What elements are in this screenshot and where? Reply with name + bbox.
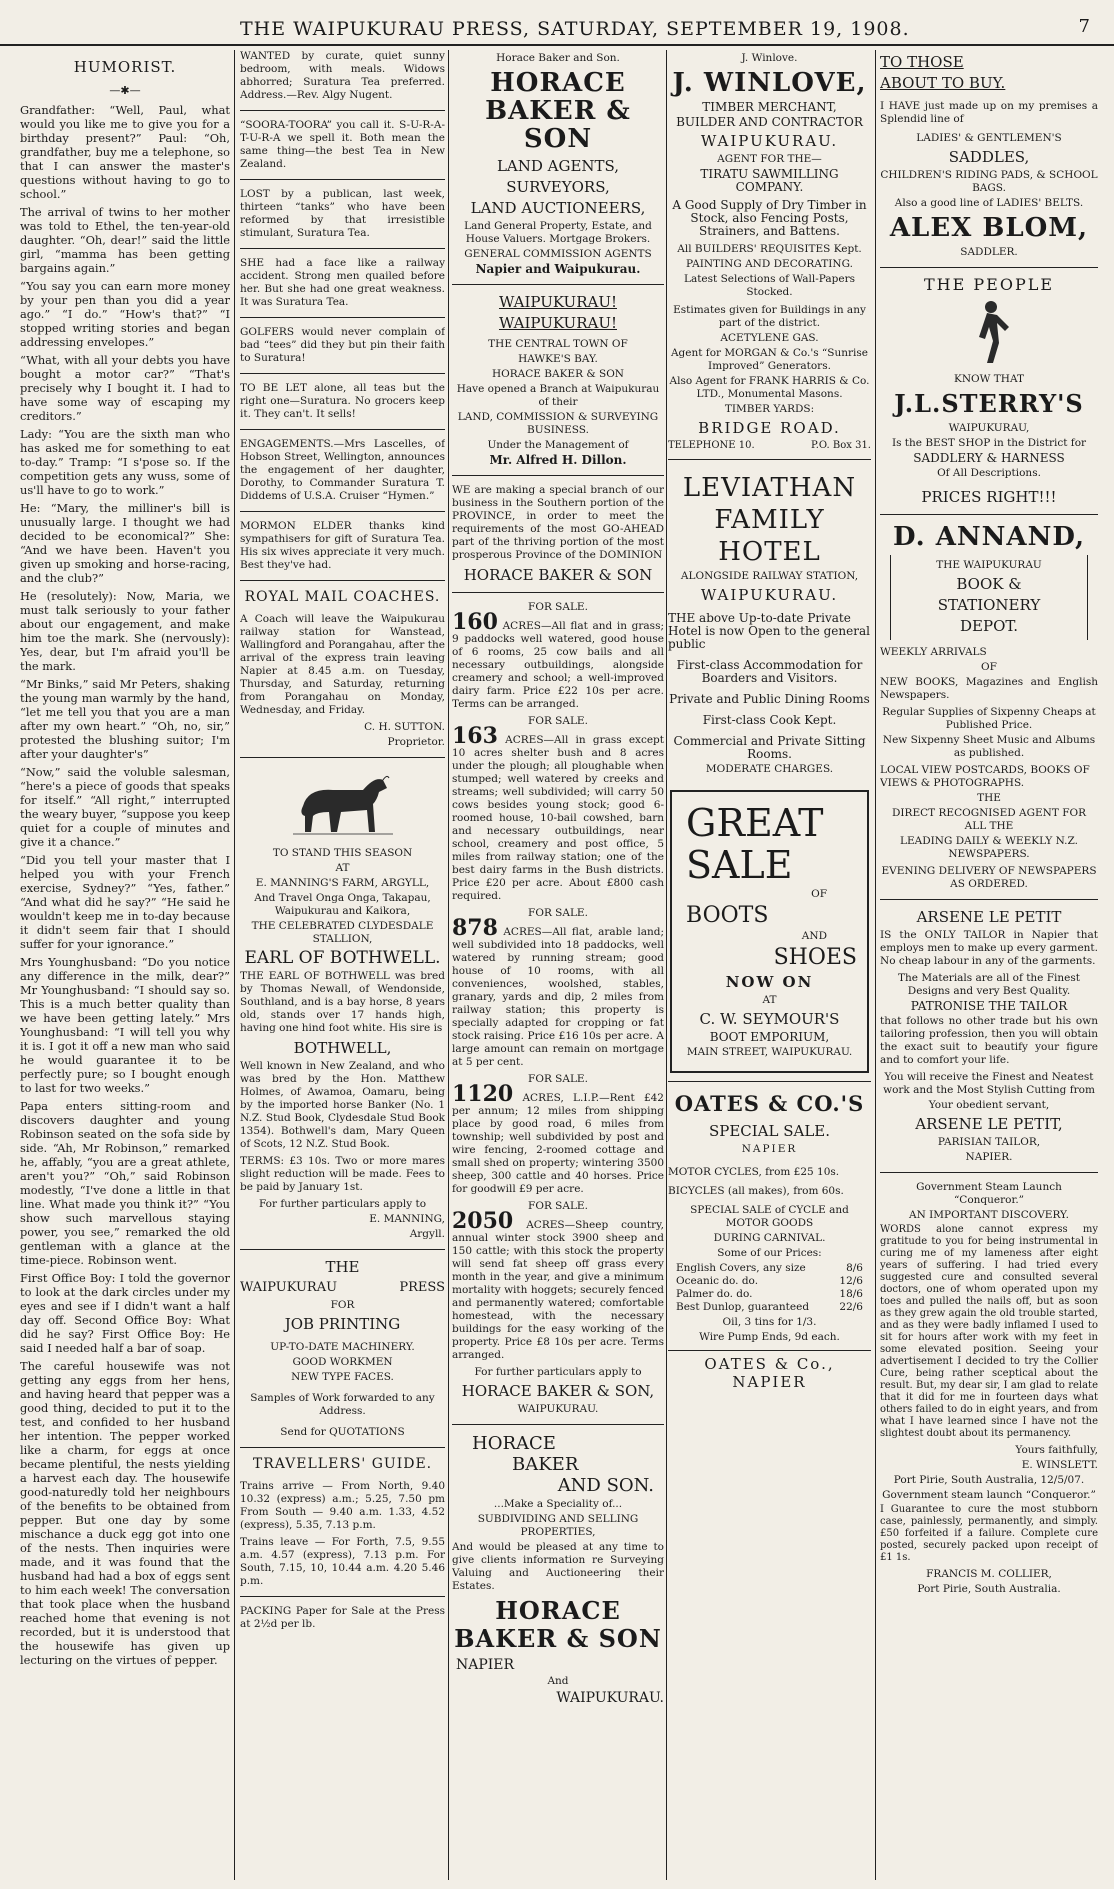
sterry-harness: SADDLERY & HARNESS [913, 451, 1065, 465]
price-value: 12/6 [839, 1275, 863, 1287]
joke: The arrival of twins to her mother was told to Ethel, the ten-year-old daughter. “Oh, dear!” said the little girl, “mamma has been getting bargains again.” [20, 205, 230, 275]
oates-wire: Wire Pump Ends, 9d each. [699, 1331, 840, 1343]
testimonial-sign: E. WINSLETT. [1021, 1459, 1098, 1471]
small-ad: “SOORA-TOORA” you call it. S-U-R-A-T-U-R-A we spell it. Both mean the same thing—the best Tea in New Zealand. [240, 119, 445, 170]
winlove-agent3: Also Agent for FRANK HARRIS & Co. LTD., Monumental Masons. [669, 375, 870, 400]
hb-opened: Have opened a Branch at Waipukurau of their [456, 383, 660, 408]
hb-l3: LAND AUCTIONEERS, [470, 199, 646, 217]
hb-further: For further particulars apply to [474, 1366, 642, 1378]
printing-title-row [240, 1280, 445, 1295]
small-ad: LOST by a publican, last week, thirteen “tanks” who have been reformed by that irresistible stimulant, Suratura Tea. [240, 188, 445, 239]
hb-forsale: FOR SALE. [528, 601, 588, 613]
winlove-paint: PAINTING AND DECORATING. [686, 258, 853, 270]
price-list [668, 1262, 871, 1314]
oates-name: OATES & CO.'S [674, 1091, 865, 1116]
collier-place: Port Pirie, South Australia. [917, 1583, 1061, 1595]
winlove-l2: BUILDER AND CONTRACTOR [676, 115, 863, 129]
printing-l3: NEW TYPE FACES. [291, 1371, 394, 1383]
buy-ladies: LADIES' & GENTLEMEN'S [916, 132, 1062, 144]
collier-name: FRANCIS M. COLLIER, [926, 1568, 1052, 1580]
hb-forsale: FOR SALE. [528, 907, 588, 919]
price-row [676, 1275, 863, 1288]
joke: He: “Mary, the milliner's bill is unusually large. I thought we had decided to be economical?” She: “And we have been. Haven't you given up smoking and horse-racing, and the club?” [20, 501, 230, 585]
hb-l4: Land General Property, Estate, and House Valuers. Mortgage Brokers. [464, 220, 652, 245]
printing-left: WAIPUKURAU [240, 1280, 338, 1295]
stallion-sire: BOTHWELL, [293, 1039, 392, 1057]
stallion-apply: For further particulars apply to [258, 1198, 427, 1210]
price-item: Oceanic do. do. [676, 1275, 759, 1287]
packing-ad: PACKING Paper for Sale at the Press at 2½d per lb. [240, 1605, 445, 1630]
tailor-intro: IS the ONLY TAILOR in Napier that employs men to make up every garment. No cheap labour in any of the garments. [880, 929, 1098, 967]
hb-n2: And [547, 1675, 569, 1687]
stallion-body2: Well known in New Zealand, and who was bred by the Hon. Matthew Holmes, of Awamoa, Oamaru, being by the imported horse Banker (No. 1 N.Z. Stud Book, Clydesdale Stud Book 1354). Bothwell's dam, Mary Queen of Scots, 12 N.Z. Stud Book. [240, 1060, 445, 1150]
hb-town1: THE CENTRAL TOWN OF [488, 338, 628, 350]
hb-l1: LAND AGENTS, [496, 157, 620, 175]
hb-top: Horace Baker and Son. [496, 52, 620, 64]
sale-listing [452, 723, 664, 903]
coaches-role: Proprietor. [387, 736, 445, 748]
sale-listing [452, 915, 664, 1069]
horse-illustration [240, 766, 445, 845]
hotel-sitting: Commercial and Private Sitting Rooms. [673, 734, 866, 761]
winlove-l1: TIMBER MERCHANT, [702, 100, 837, 114]
discovery-title: AN IMPORTANT DISCOVERY. [909, 1209, 1069, 1221]
tailor-parisian: PARISIAN TAILOR, [937, 1136, 1041, 1148]
hotel-charges: MODERATE CHARGES. [705, 763, 834, 775]
winlove-tel: TELEPHONE 10. [668, 440, 755, 451]
winlove-mill: TIRATU SAWMILLING COMPANY. [700, 167, 839, 194]
launch-title: Government Steam Launch “Conqueror.” [916, 1181, 1062, 1206]
buy-pads: CHILDREN'S RIDING PADS, & SCHOOL BAGS. [880, 169, 1098, 194]
joke: First Office Boy: I told the governor to look at the dark circles under my eyes and see if I didn't want a half day off. Second Office Boy: What did he say? First Office Boy: He said I needed half a bar of soap. [20, 1271, 230, 1355]
people-heading: THE PEOPLE [923, 275, 1055, 294]
tailor-servant: Your obedient servant, [928, 1099, 1050, 1111]
winlove-name: J. WINLOVE, [672, 68, 867, 98]
hb-pleased: And would be pleased at any time to give clients information re Surveying Valuing and Auctioneering their Estates. [452, 1541, 664, 1592]
tailor-materials: The Materials are all of the Finest Designs and very Best Quality. [898, 972, 1080, 997]
buy-belts: Also a good line of LADIES' BELTS. [894, 197, 1084, 209]
column-rule [875, 50, 876, 1880]
winlove-latest: Latest Selections of Wall-Papers Stocked. [683, 273, 855, 298]
guarantee-text: I Guarantee to cure the most stubborn case, painlessly, permanently, and simply. £50 forfeited if a failure. Complete cure posted, securely packed upon receipt of £1 1s. [880, 1504, 1098, 1563]
hb-n1: NAPIER [456, 1657, 515, 1673]
printing-l4: Samples of Work forwarded to any Address. [250, 1392, 435, 1417]
annand-regular: Regular Supplies of Sixpenny Cheaps at Published Price. [882, 706, 1096, 731]
joke: Papa enters sitting-room and discovers daughter and young Robinson seated on the sofa side by side. “Ah, Mr Robinson,” remarked he, affably, “you are a great athlete, aren't you?” “Oh,” said Robinson modestly, “I've done a little in that line. What made you think it?” “You show such marvellous staying power, you see,” remarked the old gentleman with a glance at the time-piece. Robinson went. [20, 1099, 230, 1267]
hb-firm2: HORACE BAKER & SON [463, 566, 653, 584]
tailor-follows: that follows no other trade but his own tailoring profession, then you will obtain the exact suit to beautify your figure and to comfort your life. [880, 1015, 1098, 1066]
hb-bottom: HORACE BAKER & SON [454, 1596, 662, 1653]
small-ad: TO BE LET alone, all teas but the right one—Suratura. No grocers keep it. They can't. It sells! [240, 382, 445, 420]
hb-mgr: Mr. Alfred H. Dillon. [489, 453, 627, 467]
winlove-yards: TIMBER YARDS: [724, 403, 815, 415]
annand-evening: EVENING DELIVERY OF NEWSPAPERS AS ORDERED. [881, 865, 1097, 890]
price-row [676, 1301, 863, 1314]
sale-acres: 2050 [452, 1208, 514, 1234]
printing-l5: Send for QUOTATIONS [280, 1426, 405, 1438]
hb-l6: Napier and Waipukurau. [475, 262, 641, 276]
hb-forsale: FOR SALE. [528, 1200, 588, 1212]
buy-have: I HAVE just made up on my premises a Splendid line of [880, 100, 1098, 125]
price-item: English Covers, any size [676, 1262, 806, 1274]
annand-new: New Sixpenny Sheet Music and Albums as published. [882, 734, 1096, 759]
hb-n3: WAIPUKURAU. [556, 1690, 664, 1706]
hb-w2: WAIPUKURAU! [498, 314, 617, 332]
oates-footer: OATES & Co., NAPIER [668, 1350, 871, 1391]
hb-business: LAND, COMMISSION & SURVEYING BUSINESS. [457, 411, 659, 436]
annand-stat: STATIONERY [937, 596, 1041, 614]
hotel-rooms: Private and Public Dining Rooms [669, 692, 870, 706]
sale-at: AT [762, 994, 777, 1006]
hb-place: WAIPUKURAU. [517, 1403, 599, 1415]
masthead: THE WAIPUKURAU PRESS, SATURDAY, SEPTEMBER 19, 1908. [240, 18, 910, 40]
hb-forsale: FOR SALE. [528, 715, 588, 727]
blom-name: ALEX BLOM, [889, 213, 1089, 243]
annand-direct: DIRECT RECOGNISED AGENT FOR ALL THE [891, 807, 1087, 832]
hotel-station: ALONGSIDE RAILWAY STATION, [680, 570, 859, 582]
page-number: 7 [1078, 16, 1090, 37]
annand-box [890, 555, 1088, 640]
people-know: KNOW THAT [954, 373, 1024, 385]
sale-text: ACRES—All flat and in grass; 9 paddocks well watered, good house of 6 rooms, 25 cow bails and all necessary outbuildings, alongside creamery and school; a well-improved dairy farm. Price £22 10s per acre. Terms can be arranged. [452, 620, 664, 710]
oates-bicycles: BICYCLES (all makes), from 60s. [668, 1185, 844, 1197]
oates-special: SPECIAL SALE. [708, 1122, 831, 1140]
sale-boots: BOOTS [686, 903, 769, 928]
joke: Lady: “You are the sixth man who has asked me for something to eat to-day.” Tramp: “I s'pose so. If the competition gets any wuss, some of us'll have to go to work.” [20, 427, 230, 497]
sale-acres: 160 [452, 609, 498, 635]
price-value: 22/6 [839, 1301, 863, 1313]
printing-l2: GOOD WORKMEN [292, 1356, 393, 1368]
hb-word3: AND SON. [557, 1475, 654, 1496]
sale-acres: 163 [452, 723, 498, 749]
testimonial-place: Port Pirie, South Australia, 12/5/07. [893, 1474, 1085, 1486]
printing-for: FOR [330, 1299, 355, 1311]
winlove-gas: ACETYLENE GAS. [720, 332, 819, 344]
travel-title: TRAVELLERS' GUIDE. [252, 1456, 433, 1472]
tailor-receive: You will receive the Finest and Neatest work and the Most Stylish Cutting from [883, 1071, 1095, 1096]
hb-town2: HAWKE'S BAY. [518, 353, 598, 365]
hb-firm3: HORACE BAKER & SON, [461, 1382, 655, 1400]
column-rule [234, 50, 235, 1880]
tailor-sign: ARSENE LE PETIT, [915, 1115, 1063, 1133]
small-ad: MORMON ELDER thanks kind sympathisers for gift of Suratura Tea. His six wives appreciate it very much. Best they've had. [240, 520, 445, 571]
joke: “What, with all your debts you have bought a motor car?” “That's precisely why I bought it. I had to have some way of escaping my creditors.” [20, 353, 230, 423]
sale-listing [452, 609, 664, 711]
sale-text: ACRES, L.I.P.—Rent £42 per annum; 12 miles from shipping place by good road, 6 miles from township; well subdivided by post and wire fencing, 2-roomed cottage and small shed on property; wintering 3500 sheep, 300 cattle and 40 horses. Price for goodwill £9 per acre. [452, 1092, 664, 1195]
stallion-l2: AT [335, 862, 350, 874]
oates-carnival: DURING CARNIVAL. [713, 1232, 826, 1244]
newspaper-header [0, 0, 1114, 46]
stallion-l1: TO STAND THIS SEASON [272, 847, 413, 859]
oates-cycle: SPECIAL SALE of CYCLE and MOTOR GOODS [690, 1204, 849, 1229]
price-value: 18/6 [839, 1288, 863, 1300]
winlove-req: All BUILDERS' REQUISITES Kept. [677, 243, 862, 255]
sale-acres: 1120 [452, 1081, 514, 1107]
oates-prices: Some of our Prices: [717, 1247, 822, 1259]
annand-books: NEW BOOKS, Magazines and English Newspapers. [880, 676, 1098, 701]
horace-baker-column [452, 50, 664, 1880]
sale-listing [452, 1081, 664, 1196]
winlove-agent2: Agent for MORGAN & Co.'s “Sunrise Improved” Generators. [670, 347, 869, 372]
printing-the: THE [325, 1258, 360, 1276]
sale-street: MAIN STREET, WAIPUKURAU. [686, 1046, 853, 1058]
travel-arrive: Trains arrive — From North, 9.40 10.32 (express) a.m.; 5.25, 7.50 pm From South — 9.40 a.m. 1.33, 4.52 (express), 5.35, 7.13 p.m. [240, 1480, 445, 1531]
hotel-l1: LEVIATHAN [682, 473, 857, 503]
hotel-body: THE above Up-to-date Private Hotel is now Open to the general public [668, 611, 870, 651]
winlove-supply: A Good Supply of Dry Timber in Stock, also Fencing Posts, Strainers, and Battens. [672, 198, 867, 238]
joke: “Did you tell your master that I helped you with your French exercise, Sydney?” “Yes, father.” “And what did he say?” “He said he wouldn't keep me in to-day because it didn't seem fair that I should suffer for your ignorance.” [20, 853, 230, 951]
launch-title-2: Government steam launch “Conqueror.” [882, 1489, 1096, 1501]
price-row [676, 1288, 863, 1301]
testimonial-letter: WORDS alone cannot express my gratitude to you for being instrumental in curing me of my lameness after eight years of suffering. I had tried every suggested cure and consulted several doctors, one of whom operated upon my toes and pulled the nails off, but as soon as they grew again the old trouble started, and as they were badly inflamed I used to sit for hours after work with my feet in some elevated position. Seeing your advertisement I decided to try the Collier Cure, being rather sceptical about the result. But, my dear sir, I am glad to relate that it did for me in fourteen days what others failed to do in eight years, and from what I have learned since I have not the slightest doubt about its permanency. [880, 1224, 1098, 1439]
sale-text: ACRES—Sheep country, annual winter stock 3900 sheep and 150 cattle; with this stock the property will send fat sheep off grass every month in the year, and give a minimum mortality with hoggets; securely fenced and permanently watered; comfortable homestead, with the necessary buildings for the easy working of the property. Price £8 10s per acre. Terms arranged. [452, 1219, 664, 1361]
hb-name: HORACE BAKER & SON [485, 68, 631, 154]
annand-depot: DEPOT. [960, 617, 1018, 635]
hotel-l3: HOTEL [718, 537, 821, 567]
hotel-acc: First-class Accommodation for Boarders and Visitors. [676, 658, 863, 685]
sale-listing [452, 1208, 664, 1362]
winlove-est: Estimates given for Buildings in any part of the district. [673, 304, 866, 329]
tailor-napier: NAPIER. [965, 1151, 1013, 1163]
small-ad: ENGAGEMENTS.—Mrs Lascelles, of Hobson Street, Wellington, announces the engagement of her daughter, Dorothy, to Commander Suratura T. Diddems of U.S.A. Cruiser “Hymen.” [240, 438, 445, 502]
hb-l5: GENERAL COMMISSION AGENTS [464, 248, 652, 260]
hb-special: WE are making a special branch of our business in the Southern portion of the PROVINCE, in order to meet the requirements of the most GO-AHEAD part of the thriving portion of the most prosperous Province of the DOMINION [452, 484, 664, 561]
hotel-cook: First-class Cook Kept. [702, 713, 837, 727]
annand-the2: THE [977, 792, 1001, 804]
stallion-name: EARL OF BOTHWELL. [244, 948, 441, 968]
hb-w1: WAIPUKURAU! [498, 293, 617, 311]
buy-saddles: SADDLES, [948, 148, 1030, 166]
small-ad: GOLFERS would never complain of bad “tees” did they but pin their faith to Suratura! [240, 326, 445, 364]
column-rule [448, 50, 449, 1880]
joke: “Mr Binks,” said Mr Peters, shaking the young man warmly by the hand, “let me tell you that you are a man after my own heart.” “Oh, no, sir,” protested the blushing suitor; I'm after your daughter's” [20, 677, 230, 761]
advertisements-column-2 [240, 50, 445, 1880]
sale-shoes: SHOES [773, 945, 857, 970]
oates-motor: MOTOR CYCLES, from £25 10s. [668, 1166, 840, 1178]
stallion-l4: And Travel Onga Onga, Takapau, Waipukurau and Kaikora, [254, 892, 431, 917]
sale-text: ACRES—All in grass except 10 acres shelter bush and 8 acres under the plough; all ploughable when stumped; well watered by creeks and streams; well subdivided; will carry 50 cows besides young stock; good 6-roomed house, 10-bail cowshed, barn and necessary outbuildings, near school, creamery and post office, 5 miles from railway station; one of the best dairy farms in the Bush districts. Price £20 per acre. About £800 cash required. [452, 734, 664, 902]
printing-right: PRESS [399, 1280, 445, 1295]
sale-emporium: BOOT EMPORIUM, [709, 1030, 830, 1044]
annand-leading: LEADING DAILY & WEEKLY N.Z. NEWSPAPERS. [900, 835, 1078, 860]
saddlery-column [880, 50, 1098, 1880]
sterry-desc: Of All Descriptions. [937, 467, 1041, 479]
buy-h1: TO THOSE [880, 53, 964, 71]
stallion-terms: TERMS: £3 10s. Two or more mares slight reduction will be made. Fees to be paid by January 1st. [240, 1155, 445, 1193]
price-row [676, 1262, 863, 1275]
hotel-l2: FAMILY [714, 505, 825, 535]
small-ad: WANTED by curate, quiet sunny bedroom, with meals. Widows abhorred; Suratura Tea preferred. Address.—Rev. Algy Nugent. [240, 50, 445, 101]
column-rule [666, 50, 667, 1880]
winlove-road: BRIDGE ROAD. [698, 419, 841, 437]
blom-saddler: SADDLER. [960, 246, 1018, 258]
stallion-body: THE EARL OF BOTHWELL was bred by Thomas Newall, of Wendonside, Southland, and is a bay horse, 8 years old, stands over 17 hands high, having one hind foot white. His sire is [240, 970, 445, 1034]
price-value: 8/6 [846, 1262, 863, 1274]
buy-h2: ABOUT TO BUY. [880, 74, 1006, 92]
winlove-l3: WAIPUKURAU. [700, 132, 839, 150]
printing-l1: UP-TO-DATE MACHINERY. [270, 1341, 415, 1353]
coaches-title: ROYAL MAIL COACHES. [244, 589, 441, 605]
hb-sub: SUBDIVIDING AND SELLING PROPERTIES, [477, 1513, 639, 1538]
stallion-l3: E. MANNING'S FARM, ARGYLL, [255, 877, 430, 889]
annand-the: THE WAIPUKURAU [936, 559, 1042, 571]
stallion-place: Argyll. [409, 1228, 445, 1240]
joke: The careful housewife was not getting any eggs from her hens, and having heard that pepper was a good thing, decided to put it to the test, and confided to her husband her intention. The pepper worked like a charm, for eggs at once became plentiful, the nests yielding a harvest each day. The housewife good-naturedly told her neighbours of the benefits to be obtained from pepper. But one day by some mischance a duck egg got into one of the nests. Then inquiries were made, and it was found that the husband had had a box of eggs sent to him each week! The conversation that took place when the husband reached home that evening is not recorded, but it is understood that the housewife has given up lecturing on the virtues of pepper. [20, 1359, 230, 1667]
sale-text: ACRES—All flat, arable land; well subdivided into 18 paddocks, well watered by running stream; good house of 10 rooms, with all conveniences, woolshed, stables, granary, yards and dip, 2 miles from railway station; this property is specially adapted for cropping or fat stock raising. Price £16 10s per acre. A large amount can remain on mortgage at 5 per cent. [452, 926, 664, 1068]
hb-l2: SURVEYORS, [506, 178, 610, 196]
winlove-contact [668, 440, 871, 451]
figure-illustration [880, 297, 1098, 371]
annand-weekly: WEEKLY ARRIVALS [880, 646, 987, 658]
joke: “Now,” said the voluble salesman, “here's a piece of goods that speaks for itself.” “All right,” interrupted the weary buyer, “suppose you keep quiet for a couple of minutes and give it a chance.” [20, 765, 230, 849]
sterry-place: WAIPUKURAU, [948, 422, 1030, 434]
hb-make: ...Make a Speciality of... [493, 1498, 623, 1510]
hb-word1: HORACE [472, 1433, 556, 1454]
sale-nowon: NOW ON [725, 973, 814, 991]
annand-book: BOOK & [956, 575, 1022, 593]
annand-of: OF [981, 661, 997, 673]
stallion-sign: E. MANNING, [369, 1213, 445, 1225]
stallion-l5: THE CELEBRATED CLYDESDALE STALLION, [251, 920, 434, 945]
hb-forsale: FOR SALE. [528, 1073, 588, 1085]
joke: He (resolutely): Now, Maria, we must talk seriously to your father about our engagement, and make him toe the mark. She (nervously): Yes, dear, but I'm afraid you'll be the mark. [20, 589, 230, 673]
joke: “You say you can earn more money by your pen than you did a year ago.” “I do.” “How's that?” “I stopped writing stories and began addressing envelopes.” [20, 279, 230, 349]
sterry-prices: PRICES RIGHT!!! [921, 488, 1057, 506]
printing-job: JOB PRINTING [284, 1315, 401, 1333]
travel-leave: Trains leave — For Forth, 7.5, 9.55 a.m. 4.57 (express), 7.13 p.m. For South, 7.15, 10, 10.44 a.m. 4.20 5.46 p.m. [240, 1536, 445, 1587]
humorist-heading: HUMORIST. [73, 58, 177, 76]
sale-great: GREAT [686, 801, 824, 845]
annand-local: LOCAL VIEW POSTCARDS, BOOKS OF VIEWS & PHOTOGRAPHS. [880, 764, 1090, 789]
coaches-sign: C. H. SUTTON. [364, 721, 445, 733]
hb-firm: HORACE BAKER & SON [491, 368, 624, 380]
hb-word2: BAKER [512, 1454, 579, 1475]
hb-mgmt: Under the Management of [487, 439, 629, 451]
winlove-agent: AGENT FOR THE— [717, 153, 822, 165]
winlove-pobox: P.O. Box 31. [811, 440, 871, 451]
boot-sale-ad [670, 790, 869, 1073]
tailor-patronise: PATRONISE THE TAILOR [910, 999, 1068, 1013]
joke: Grandfather: “Well, Paul, what would you like me to give you for a birthday present?” Paul: “Oh, grandfather, buy me a telephone, so that I can answer the master's questions without having to go to school.” [20, 103, 230, 201]
coaches-body: A Coach will leave the Waipukurau railway station for Wanstead, Wallingford and Porangahau, after the arrival of the express train leaving Napier at 8.45 a.m. on Tuesday, Thursday, and Saturday, returning from Porangahau on Monday, Wednesday, and Friday. [240, 613, 445, 716]
humorist-column [20, 50, 230, 1880]
winlove-column [668, 50, 871, 1880]
tailor-name: ARSENE LE PETIT [916, 908, 1062, 926]
winlove-top: J. Winlove. [741, 52, 798, 64]
joke: Mrs Younghusband: “Do you notice any difference in the milk, dear?” Mr Younghusband: “I should say so. This is a much better quality than we have been getting lately.” Mrs Younghusband: “I will tell you why it is. I got it off a new man who said he would guarantee it to be perfectly pure; so I bought enough to last for two weeks.” [20, 955, 230, 1095]
oates-oil: Oil, 3 tins for 1/3. [722, 1316, 817, 1328]
sale-sale: SALE [686, 843, 793, 887]
small-ad: SHE had a face like a railway accident. Strong men quailed before her. But she had one great weakness. It was Suratura Tea. [240, 257, 445, 308]
sterry-best: Is the BEST SHOP in the District for [891, 437, 1087, 449]
sterry-name: J.L.STERRY'S [894, 389, 1084, 418]
sale-seymour: C. W. SEYMOUR'S [699, 1010, 840, 1028]
price-item: Best Dunlop, guaranteed [676, 1301, 810, 1313]
price-item: Palmer do. do. [676, 1288, 753, 1300]
sale-acres: 878 [452, 915, 498, 941]
hotel-place: WAIPUKURAU. [700, 586, 839, 604]
sale-and: AND [801, 930, 827, 942]
oates-napier: NAPIER [741, 1143, 798, 1155]
ornament: —✱— [109, 84, 141, 97]
sale-of: OF [811, 888, 827, 900]
testimonial-faithfully: Yours faithfully, [1015, 1444, 1098, 1456]
annand-name: D. ANNAND, [892, 522, 1086, 552]
